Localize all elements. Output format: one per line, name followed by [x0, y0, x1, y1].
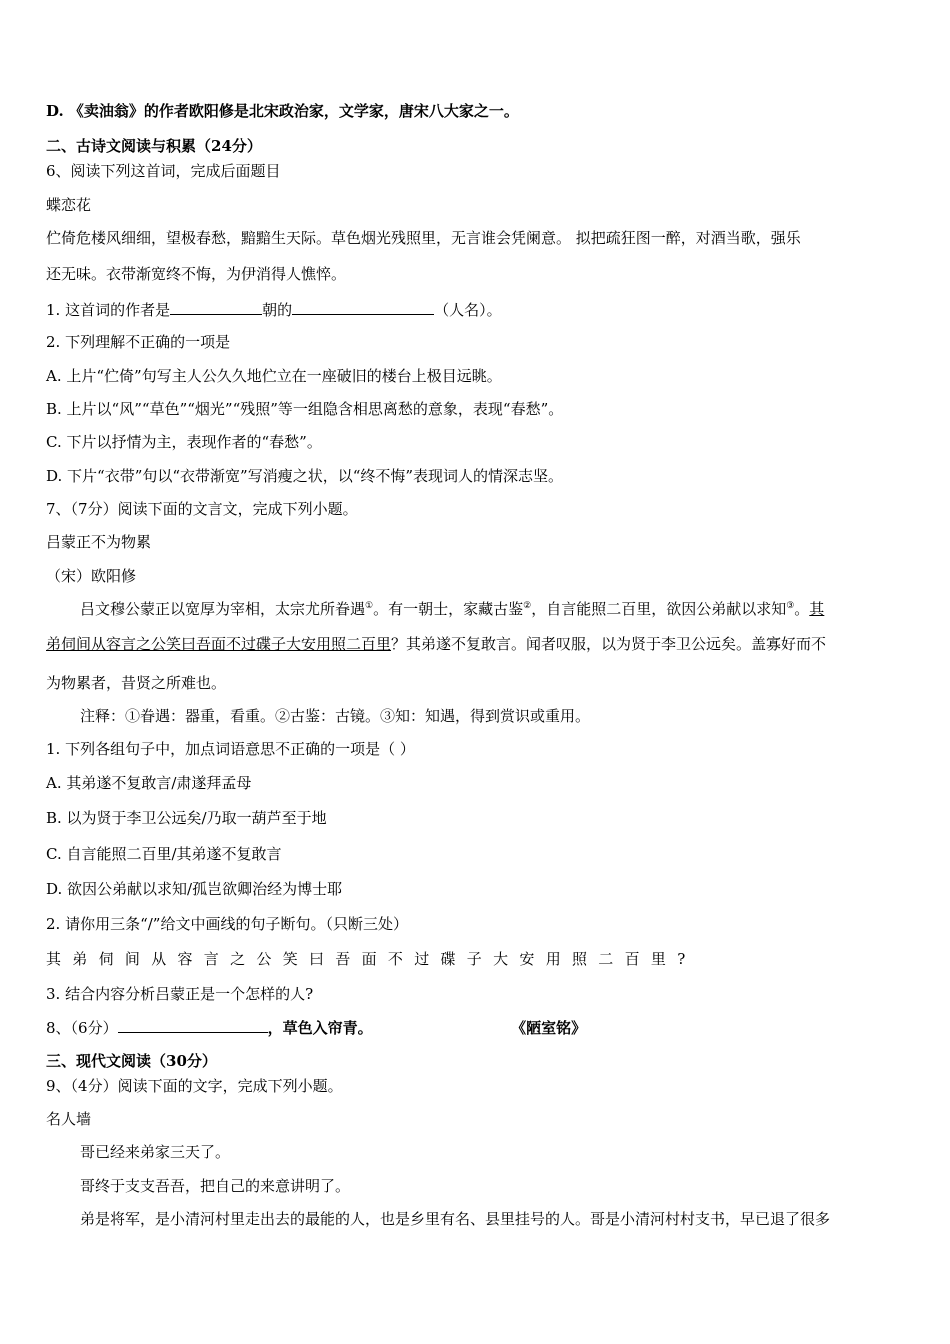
poem-line-1: 伫倚危楼风细细，望极春愁，黯黯生天际。草色烟光残照里，无言谁会凭阑意。 拟把疏狂图一醉，对酒当歌，强乐 — [46, 229, 801, 247]
question-6-2-option-d: D. 下片“衣带”句以“衣带渐宽”写消瘦之状，以“终不悔”表现词人的情深志坚。 — [46, 467, 564, 485]
question-8-quote: ，草色入帘青。 — [267, 1019, 373, 1037]
question-7-2: 2. 请你用三条“/”给文中画线的句子断句。（只断三处） — [46, 915, 408, 933]
question-7-3: 3. 结合内容分析吕蒙正是一个怎样的人? — [46, 985, 314, 1003]
option-d-line: D. 《卖油翁》的作者欧阳修是北宋政治家，文学家，唐宋八大家之一。 — [46, 102, 519, 120]
question-8 — [46, 1017, 908, 1038]
story-paragraph-3: 弟是将军，是小清河村里走出去的最能的人，也是乡里有名、县里挂号的人。哥是小清河村村支书，早已退了很多 — [80, 1210, 831, 1228]
poem-title: 蝶恋花 — [46, 196, 92, 214]
question-6-1 — [46, 299, 908, 320]
poem-line-2: 还无味。衣带渐宽终不悔，为伊消得人憔悴。 — [46, 265, 347, 283]
section-heading-modern: 三、现代文阅读（30分） — [46, 1052, 217, 1070]
story-paragraph-2: 哥终于支支吾吾，把自己的来意讲明了。 — [80, 1177, 351, 1195]
story-title: 名人墙 — [46, 1110, 92, 1128]
question-6-2: 2. 下列理解不正确的一项是 — [46, 333, 231, 351]
question-9-prompt: 9、（4分）阅读下面的文字，完成下列小题。 — [46, 1077, 343, 1095]
answer-blank-author[interactable] — [292, 299, 434, 315]
story-paragraph-1: 哥已经来弟家三天了。 — [80, 1143, 231, 1161]
question-6-2-option-a: A. 上片“伫倚”句写主人公久久地伫立在一座破旧的楼台上极目远眺。 — [46, 367, 502, 385]
note-ref-3: ③ — [786, 601, 795, 611]
question-7-1-option-a: A. 其弟遂不复敢言/肃遂拜孟母 — [46, 774, 252, 792]
question-7-1-option-d: D. 欲因公弟献以求知/孤岂欲卿治经为博士耶 — [46, 880, 343, 898]
passage-line-2 — [46, 634, 908, 654]
note-ref-1: ① — [365, 601, 374, 611]
passage-line-3: 为物累者，昔贤之所难也。 — [46, 674, 227, 692]
question-7-1-option-b: B. 以为贤于李卫公远矣/乃取一葫芦至于地 — [46, 809, 327, 827]
passage-author: （宋）欧阳修 — [46, 567, 137, 585]
question-6-2-option-b: B. 上片以“风”“草色”“烟光”“残照”等一组隐含相思离愁的意象，表现“春愁”。 — [46, 400, 564, 418]
underlined-sentence-start: 其 — [809, 600, 825, 618]
question-6-prompt: 6、阅读下列这首词，完成后面题目 — [46, 162, 281, 180]
passage-notes: 注释：①眷遇：器重，看重。②古鉴：古镜。③知：知遇，得到赏识或重用。 — [80, 707, 591, 725]
answer-blank-dynasty[interactable] — [170, 299, 262, 315]
question-6-2-option-c: C. 下片以抒情为主，表现作者的“春愁”。 — [46, 433, 322, 451]
question-6-1-text-b: 朝的 — [262, 301, 293, 319]
passage-text: 吕文穆公蒙正以宽厚为宰相，太宗尤所眷遇 — [80, 600, 366, 618]
passage-text: 。有一朝士，家藏古鉴 — [373, 600, 524, 618]
passage-text: 。 — [794, 600, 810, 618]
question-6-1-text-a: 1. 这首词的作者是 — [46, 301, 171, 319]
passage-text: ，自言能照二百里，欲因公弟献以求知 — [531, 600, 787, 618]
answer-blank-quote[interactable] — [118, 1017, 268, 1033]
question-6-1-text-c: （人名）。 — [434, 301, 502, 319]
note-ref-2: ② — [523, 601, 532, 611]
section-heading-classical: 二、古诗文阅读与积累（24分） — [46, 137, 262, 155]
question-8-source: 《陋室铭》 — [518, 1019, 587, 1037]
underlined-sentence: 弟伺间从容言之公笑曰吾面不过碟子大安用照二百里 — [46, 635, 392, 653]
question-7-prompt: 7、（7分）阅读下面的文言文，完成下列小题。 — [46, 500, 358, 518]
passage-line-1 — [80, 599, 908, 619]
question-8-label: 8、（6分） — [46, 1019, 118, 1037]
question-7-1: 1. 下列各组句子中，加点词语意思不正确的一项是（ ） — [46, 740, 415, 758]
question-7-1-option-c: C. 自言能照二百里/其弟遂不复敢言 — [46, 845, 282, 863]
passage-text: ？其弟遂不复敢言。闻者叹服，以为贤于李卫公远矣。盖寡好而不 — [391, 635, 827, 653]
sentence-to-punctuate: 其弟伺间从容言之公笑曰吾面不过碟子大安用照二百里? — [46, 950, 697, 968]
passage-title: 吕蒙正不为物累 — [46, 533, 152, 551]
